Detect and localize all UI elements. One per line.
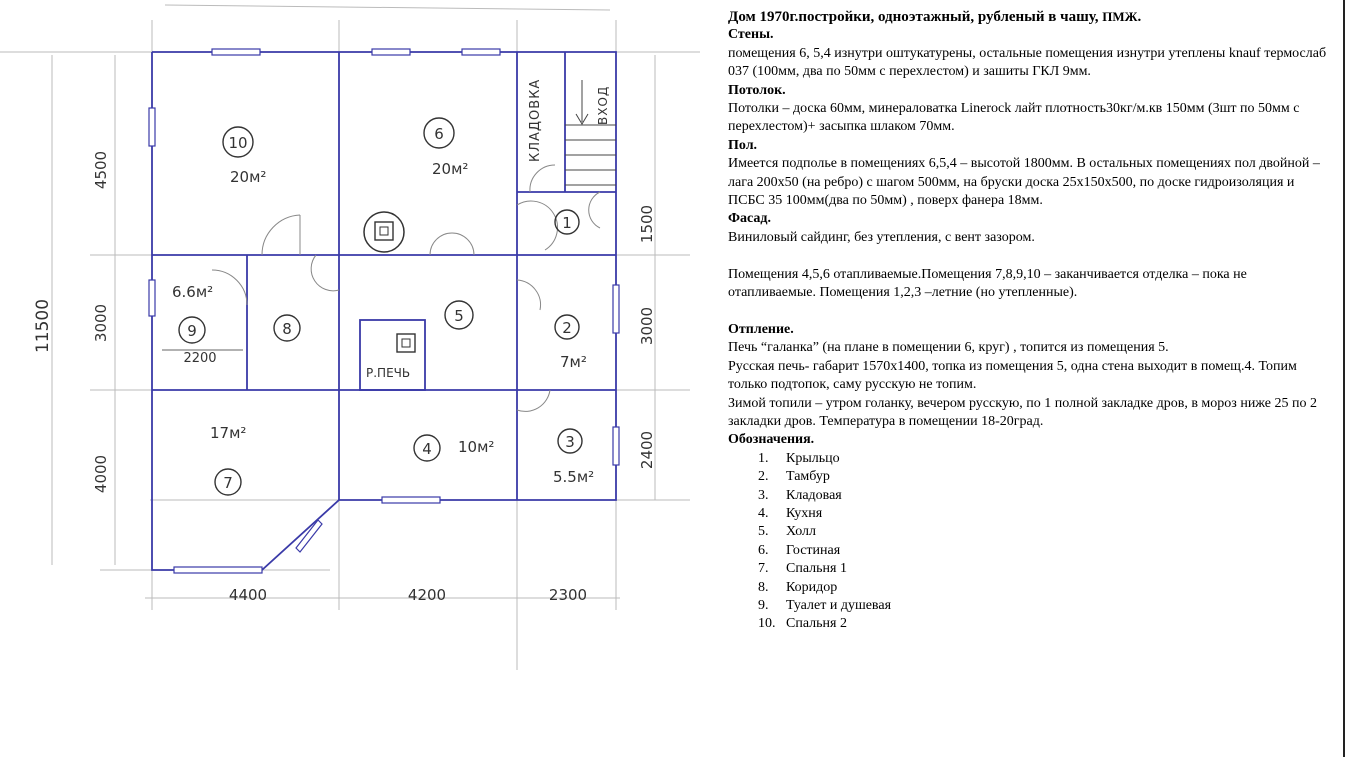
room-area-7: 17м² <box>210 424 247 442</box>
room-area-10: 20м² <box>230 168 267 186</box>
legend-item <box>758 505 1333 523</box>
page-edge-divider <box>1343 0 1345 757</box>
legend-label: Крыльцо <box>786 450 840 466</box>
legend-item <box>758 468 1333 486</box>
legend-list <box>728 450 1333 634</box>
heating-line-2: Русская печь- габарит 1570х1400, топка из помещения 5, одна стена выходит в помещ.4. Топим только подтопок, саму русскую не топим. <box>728 358 1297 393</box>
legend-label: Туалет и душевая <box>786 597 892 613</box>
legend-label: Тамбур <box>786 469 830 485</box>
room-number-3: 3 <box>565 433 575 451</box>
room-area-6: 20м² <box>432 160 469 178</box>
dim-row-mid: 3000 <box>92 303 110 343</box>
russian-stove-icon <box>397 334 415 352</box>
legend-item <box>758 597 1333 615</box>
entrance-label: ВХОД <box>596 85 610 125</box>
legend-heading: Обозначения. <box>728 432 815 448</box>
room-number-8: 8 <box>282 320 292 338</box>
windows <box>149 49 619 573</box>
legend-number: 2. <box>758 469 769 485</box>
dim-wc-width: 2200 <box>183 351 217 366</box>
dim-col-right: 2300 <box>548 586 588 604</box>
walls-heading: Стены. <box>728 27 774 43</box>
dim-right-mid: 3000 <box>638 306 656 346</box>
legend-label: Кладовая <box>786 487 842 503</box>
pantry-label: КЛАДОВКА <box>528 78 543 162</box>
room-area-3: 5.5м² <box>553 468 595 486</box>
legend-item <box>758 487 1333 505</box>
facade-heading: Фасад. <box>728 211 771 227</box>
room-number-9: 9 <box>187 322 197 340</box>
legend-number: 10. <box>758 616 776 632</box>
room-area-2: 7м² <box>560 353 587 371</box>
description-text <box>728 8 1333 634</box>
legend-label: Кухня <box>786 505 823 521</box>
floor-plan <box>0 0 725 700</box>
dim-row-bottom: 4000 <box>92 454 110 494</box>
ceiling-heading: Потолок. <box>728 82 786 98</box>
dim-total-height: 11500 <box>33 298 53 354</box>
facade-text: Виниловый сайдинг, без утепления, с вент зазором. <box>728 229 1035 245</box>
heating-line-3: Зимой топили – утром голанку, вечером русскую, по 1 полной закладке дров, в мороз ниже 25 по 2 закладки дров. Температура в помещении 18-20град. <box>728 395 1318 429</box>
dim-right-bottom: 2400 <box>638 430 656 470</box>
dim-right-top: 1500 <box>638 204 656 244</box>
room-number-1: 1 <box>562 214 572 232</box>
legend-item <box>758 615 1333 633</box>
legend-item <box>758 579 1333 597</box>
dim-row-top: 4500 <box>92 150 110 190</box>
doc-title: Дом 1970г.постройки, одноэтажный, рубленый в чашу, ПМЖ. <box>728 9 1142 25</box>
room-number-6: 6 <box>434 125 444 143</box>
legend-number: 1. <box>758 450 769 466</box>
dim-col-left: 4400 <box>228 586 268 604</box>
legend-number: 7. <box>758 561 769 577</box>
legend-number: 9. <box>758 597 769 613</box>
legend-label: Холл <box>786 524 817 540</box>
legend-item <box>758 450 1333 468</box>
room-number-2: 2 <box>562 319 572 337</box>
room-area-9: 6.6м² <box>172 283 214 301</box>
room-number-4: 4 <box>422 440 432 458</box>
room-number-7: 7 <box>223 474 233 492</box>
room-number-5: 5 <box>454 307 464 325</box>
legend-number: 4. <box>758 505 769 521</box>
heated-text: Помещения 4,5,6 отапливаемые.Помещения 7,8,9,10 – заканчивается отделка – пока не отапливаемые. Помещения 1,2,3 –летние (но утепленные). <box>728 266 1247 301</box>
walls-text: помещения 6, 5,4 изнутри оштукатурены, остальные помещения изнутри утеплены knauf термослаб 037 (100мм, два по 50мм с перехлестом) и зашиты ГКЛ 9мм. <box>728 45 1327 80</box>
room-number-10: 10 <box>228 134 248 152</box>
legend-number: 8. <box>758 579 769 595</box>
legend-number: 5. <box>758 524 769 540</box>
legend-number: 6. <box>758 542 769 558</box>
legend-label: Спальня 1 <box>786 561 847 577</box>
floor-text: Имеется подполье в помещениях 6,5,4 – высотой 1800мм. В остальных помещениях пол двойной – лага 200х50 (на ребро) с шагом 500мм, на бруски доска 25х150х500, по доске гидроизоляция и ПСБС 35 100мм(два по 50мм) , поверх фанера 18мм. <box>728 156 1320 209</box>
legend-item <box>758 523 1333 541</box>
heating-heading: Отпление. <box>728 321 794 337</box>
room-area-4: 10м² <box>458 438 495 456</box>
legend-item <box>758 542 1333 560</box>
galanka-stove <box>364 212 404 252</box>
legend-label: Коридор <box>786 579 838 595</box>
doc-title-main: Дом 1970г.постройки, одноэтажный, рубленый в чашу, <box>728 9 1103 25</box>
walls <box>152 52 616 570</box>
legend-item <box>758 560 1333 578</box>
legend-label: Гостиная <box>786 542 841 558</box>
ceiling-text: Потолки – доска 60мм, минераловатка Linerock лайт плотность30кг/м.кв 150мм (3шт по 50мм с перехлестом)+ засыпка шлаком 70мм. <box>728 101 1300 135</box>
legend-number: 3. <box>758 487 769 503</box>
legend-label: Спальня 2 <box>786 616 847 632</box>
dim-col-mid: 4200 <box>407 586 447 604</box>
doc-title-tail: ПМЖ <box>1102 9 1138 24</box>
heating-line-1: Печь “галанка” (на плане в помещении 6, круг) , топится из помещения 5. <box>728 340 1169 356</box>
stove-label: Р.ПЕЧЬ <box>366 366 411 380</box>
floor-heading: Пол. <box>728 137 758 153</box>
